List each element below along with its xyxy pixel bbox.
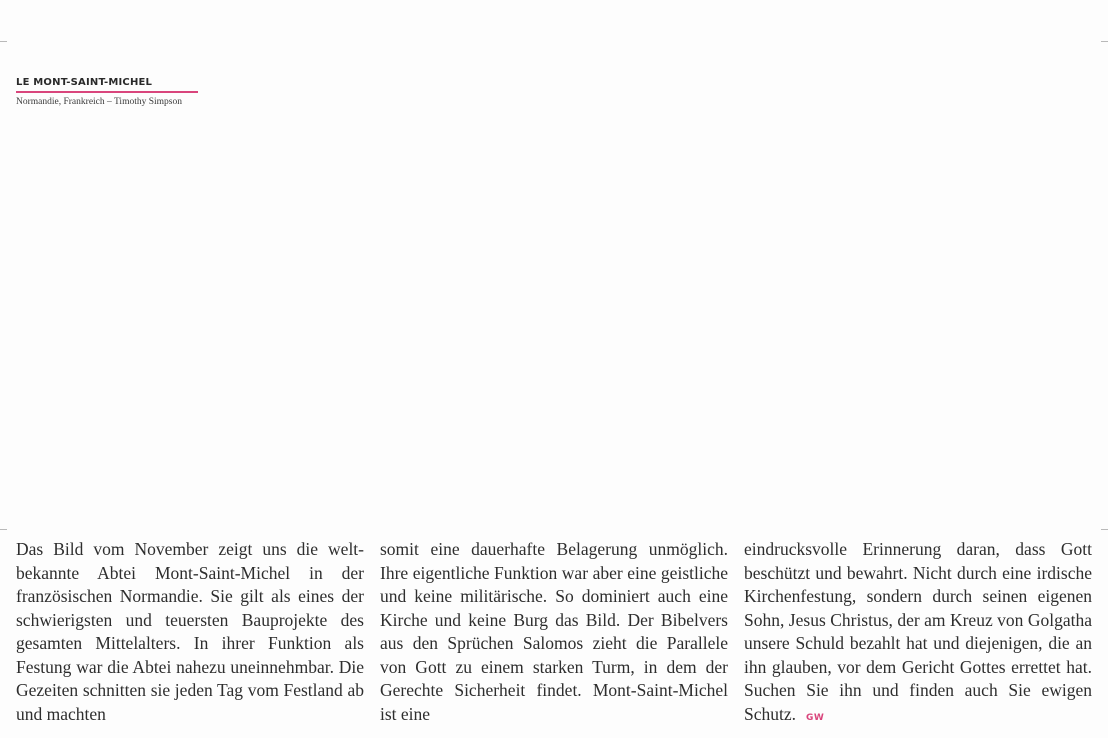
paragraph-column-2: somit eine dauerhafte Belagerung unmöglich. Ihre eigentliche Funktion war aber eine geistliche und keine militärische. So dominiert auch eine Kirche und keine Burg das Bild. Der Bibelvers aus den Sprüchen Salomos zieht die Parallele von Gott zu einem starken Turm, in dem der Gerechte Sicherheit findet. Mont-Saint-Michel ist eine: [380, 539, 728, 724]
text-column-3: [744, 538, 1092, 730]
crop-mark-bottom-right: [1101, 529, 1108, 530]
author-signoff: GW: [806, 712, 825, 723]
crop-mark-top-right: [1101, 41, 1108, 42]
paragraph-column-3: [744, 538, 1092, 730]
crop-mark-bottom-left: [0, 529, 7, 530]
caption-title: LE MONT-SAINT-MICHEL: [16, 77, 198, 93]
caption-subtitle: Normandie, Frankreich – Timothy Simpson: [16, 97, 182, 107]
body-text-columns: [16, 538, 1092, 730]
image-caption: [16, 72, 198, 108]
paragraph-column-1: Das Bild vom November zeigt uns die weltbekannte Abtei Mont-Saint-Michel in der französischen Normandie. Sie gilt als eines der schwierigsten und teuersten Bauprojekte des gesamten Mittelalters. In ihrer Funktion als Festung war die Abtei nahezu uneinnehmbar. Die Gezeiten schnitten sie jeden Tag vom Festland ab und machten: [16, 539, 364, 724]
text-column-2: [380, 538, 728, 730]
crop-mark-top-left: [0, 41, 7, 42]
paragraph-column-3-text: eindrucksvolle Erinnerung daran, dass Gott beschützt und bewahrt. Nicht durch eine irdische Kirchenfestung, sondern durch seinen eigenen Sohn, Jesus Christus, der am Kreuz von Golgatha unsere Schuld bezahlt hat und diejenigen, die an ihn glauben, vor dem Gericht Gottes errettet hat. Suchen Sie ihn und finden auch Sie ewigen Schutz.: [744, 539, 1092, 724]
text-column-1: [16, 538, 364, 730]
